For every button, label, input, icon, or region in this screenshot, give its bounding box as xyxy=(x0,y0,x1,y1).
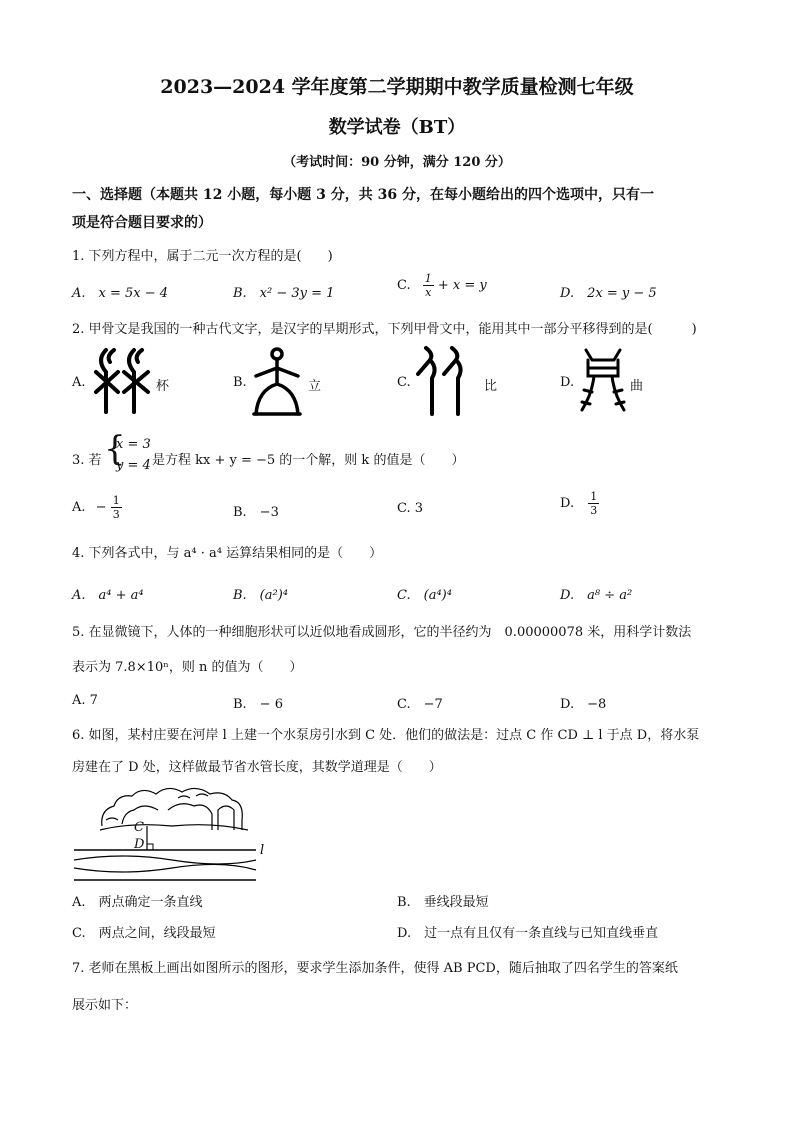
question-5-line1: 5. 在显微镜下，人体的一种细胞形状可以近似地看成圆形，它的半径约为 0.00000078 米，用科学计数法 xyxy=(72,625,692,640)
exam-info: （考试时间：90 分钟，满分 120 分） xyxy=(283,155,511,170)
numerator: 1 xyxy=(590,490,598,503)
q4-option-c: C. (a⁴)⁴ xyxy=(397,588,452,603)
q2-option-a-char: 杯 xyxy=(156,379,170,394)
q3-stem-suffix: 是方程 kx + y = −5 的一个解，则 k 的值是（ ） xyxy=(152,453,465,468)
q1-option-a: A. x = 5x − 4 xyxy=(72,286,169,301)
q3-option-b: B. −3 xyxy=(233,505,279,520)
option-label: D. xyxy=(560,496,575,511)
q6-option-c: C. 两点之间，线段最短 xyxy=(72,926,216,941)
q3-prefix: 3. 若 xyxy=(72,453,102,468)
q2-option-d-char: 曲 xyxy=(630,379,644,394)
q3-option-c: C. 3 xyxy=(397,501,424,516)
oracle-bone-cup-glyph xyxy=(92,346,152,416)
question-7-line2: 展示如下： xyxy=(72,998,138,1013)
q2-option-c-label: C. xyxy=(397,375,411,390)
q4-option-d: D. a⁸ ÷ a² xyxy=(560,588,633,603)
q6-option-a: A. 两点确定一条直线 xyxy=(72,895,203,910)
question-6-line2: 房建在了 D 处，这样做最节省水管长度，其数学道理是（ ） xyxy=(72,760,442,775)
exam-subtitle: 数学试卷（BT） xyxy=(328,117,466,138)
section-heading: 一、选择题（本题共 12 小题，每小题 3 分，共 36 分，在每小题给出的四个选项中，只有一 xyxy=(72,187,654,203)
question-2-stem: 2. 甲骨文是我国的一种古代文字，是汉字的早期形式，下列甲骨文中，能用其中一部分平移得到的是( ) xyxy=(72,322,697,337)
fraction xyxy=(423,272,434,299)
system-brace: { xyxy=(104,429,126,469)
q2-option-d-label: D. xyxy=(560,375,575,390)
exam-title: 2023—2024 学年度第二学期期中教学质量检测七年级 xyxy=(160,76,634,98)
q1-option-b: B. x² − 3y = 1 xyxy=(233,286,335,301)
numerator: 1 xyxy=(424,272,432,285)
denominator: x xyxy=(425,286,432,299)
q2-option-c-char: 比 xyxy=(484,379,498,394)
oracle-bone-bend-glyph xyxy=(578,346,628,418)
q6-option-b: B. 垂线段最短 xyxy=(397,895,489,910)
oracle-bone-compare-glyph xyxy=(414,344,474,418)
question-4-stem: 4. 下列各式中，与 a⁴ · a⁴ 运算结果相同的是（ ） xyxy=(72,546,383,561)
q1-option-c xyxy=(397,272,487,299)
q1-option-d: D. 2x = y − 5 xyxy=(560,286,657,301)
denominator: 3 xyxy=(590,504,598,517)
fraction xyxy=(588,490,599,517)
question-6-line1: 6. 如图，某村庄要在河岸 l 上建一个水泵房引水到 C 处．他们的做法是：过点 C 作 CD ⊥ l 于点 D，将水泵 xyxy=(72,728,700,743)
q4-option-a: A. a⁴ + a⁴ xyxy=(72,588,144,603)
q2-option-b-label: B. xyxy=(233,375,247,390)
q2-option-a-label: A. xyxy=(72,375,86,390)
minus-sign: − xyxy=(95,500,107,515)
numerator: 1 xyxy=(112,494,120,507)
q5-option-d: D. −8 xyxy=(560,697,607,712)
q5-option-c: C. −7 xyxy=(397,697,443,712)
q6-option-d: D. 过一点有且仅有一条直线与已知直线垂直 xyxy=(397,926,659,941)
fraction xyxy=(111,494,122,521)
q2-option-b-char: 立 xyxy=(308,379,322,394)
q4-option-b: B. (a²)⁴ xyxy=(233,588,289,603)
q5-option-b: B. − 6 xyxy=(233,697,283,712)
figure-label-l: l xyxy=(260,843,265,858)
oracle-bone-stand-glyph xyxy=(248,346,306,418)
denominator: 3 xyxy=(112,508,120,521)
q5-option-a: A. 7 xyxy=(72,693,98,708)
figure-label-c: C xyxy=(134,820,144,835)
q3-option-a xyxy=(72,494,122,521)
question-5-line2: 表示为 7.8×10ⁿ，则 n 的值为（ ） xyxy=(72,660,303,675)
expression: + x = y xyxy=(437,278,487,293)
section-heading-cont: 项是符合题目要求的） xyxy=(72,215,212,231)
q3-equation-1: x = 3 xyxy=(116,437,151,452)
question-1-stem: 1. 下列方程中，属于二元一次方程的是( ) xyxy=(72,249,333,264)
figure-label-d: D xyxy=(134,837,145,852)
village-river-figure xyxy=(72,780,272,882)
question-7-line1: 7. 老师在黑板上画出如图所示的图形，要求学生添加条件，使得 AB PCD，随后抽取了四名学生的答案纸 xyxy=(72,961,678,976)
right-angle-mark xyxy=(147,844,153,850)
q3-option-d xyxy=(560,490,599,517)
option-label: C. xyxy=(397,278,411,293)
option-label: A. xyxy=(72,500,86,515)
q3-equation-2: y = 4 xyxy=(116,458,151,473)
